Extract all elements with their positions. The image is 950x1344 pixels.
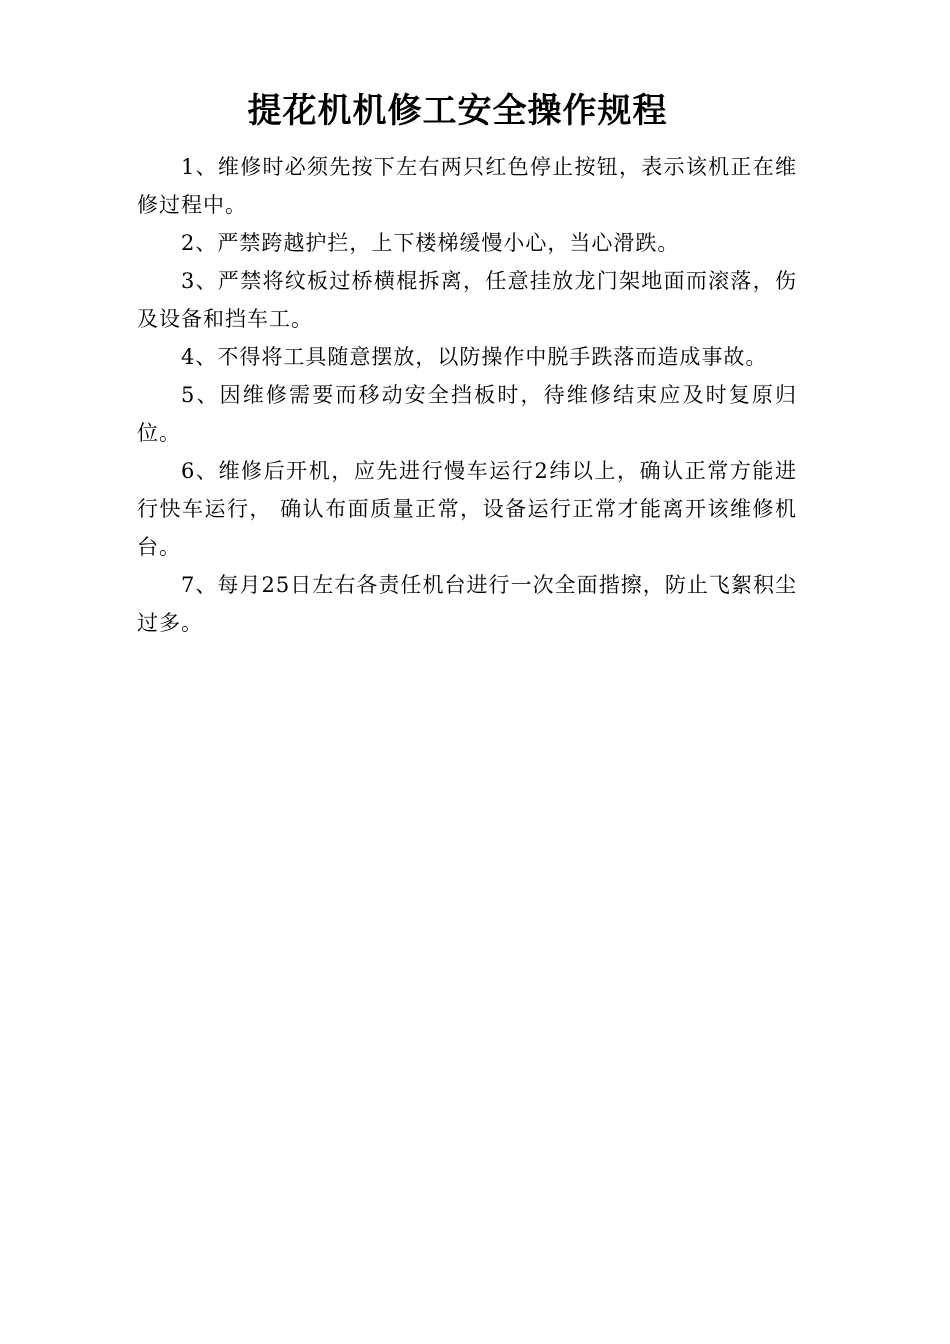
document-body	[137, 148, 797, 642]
paragraph-rule-7: 7、每月25日左右各责任机台进行一次全面揩擦，防止飞絮积尘过多。	[137, 573, 797, 635]
paragraph-rule-6: 6、维修后开机，应先进行慢车运行2纬以上，确认正常方能进行快车运行， 确认布面质量正常，设备运行正常才能离开该维修机台。	[137, 459, 797, 559]
paragraph-rule-3: 3、严禁将纹板过桥横棍拆离，任意挂放龙门架地面而滚落，伤及设备和挡车工。	[137, 269, 797, 331]
paragraph-rule-2: 2、严禁跨越护拦，上下楼梯缓慢小心，当心滑跌。	[181, 231, 680, 255]
document-title: 提花机机修工安全操作规程	[247, 91, 668, 131]
paragraph-rule-4: 4、不得将工具随意摆放，以防操作中脱手跌落而造成事故。	[181, 345, 768, 369]
paragraph-rule-5: 5、因维修需要而移动安全挡板时，待维修结束应及时复原归位。	[137, 383, 797, 445]
paragraph-rule-1: 1、维修时必须先按下左右两只红色停止按钮，表示该机正在维修过程中。	[137, 155, 797, 217]
